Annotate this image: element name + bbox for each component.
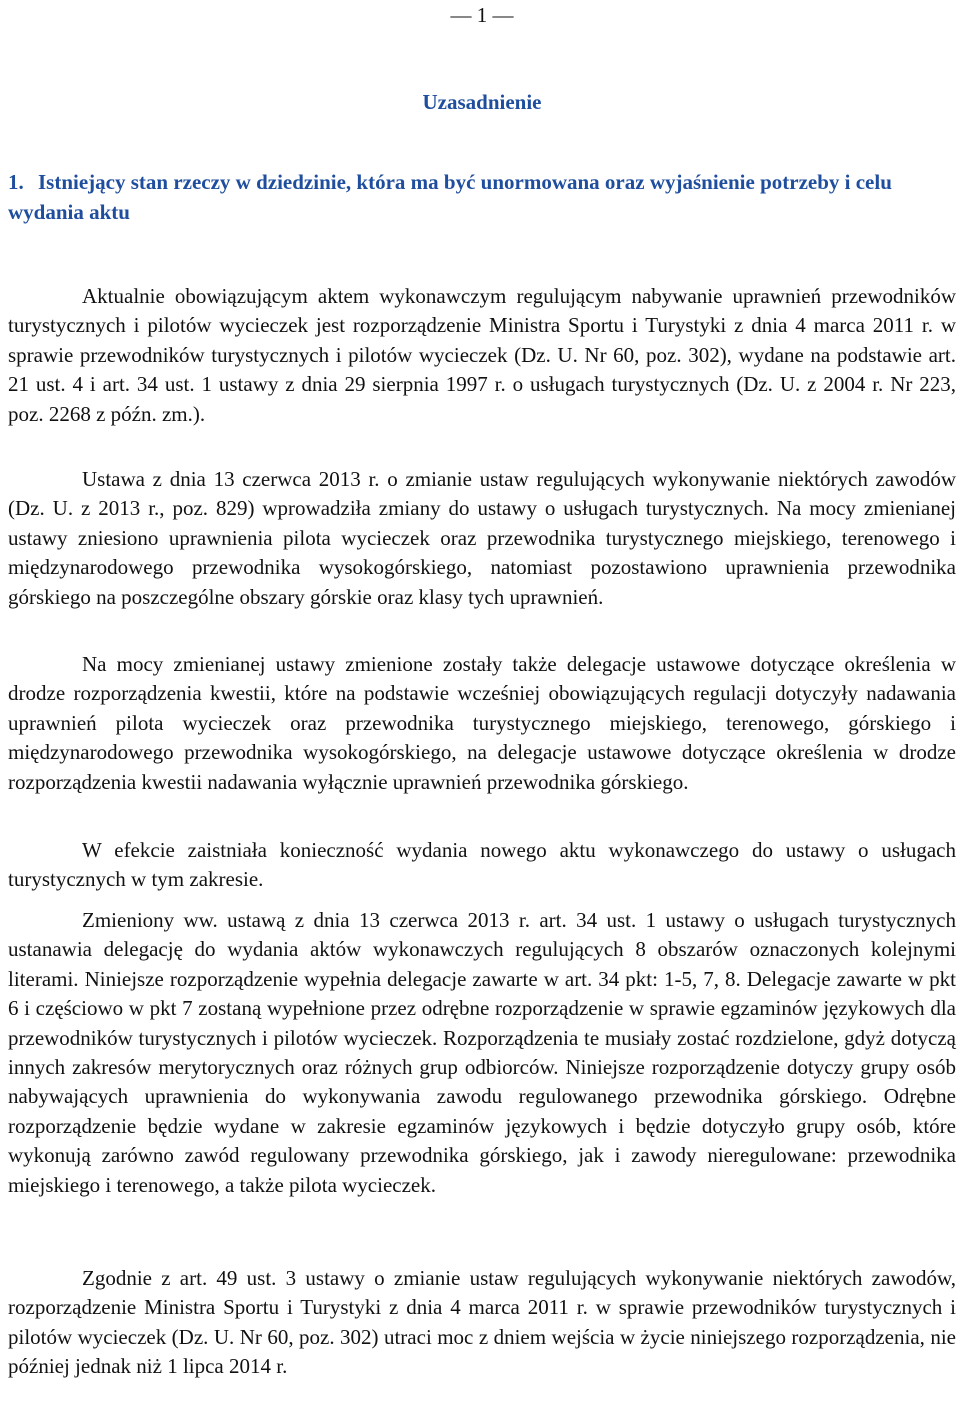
paragraph-repeal-date: Zgodnie z art. 49 ust. 3 ustawy o zmianie ustaw regulujących wykonywanie niektórych zawodów, rozporządzenie Ministra Sportu i Turystyki z dnia 4 marca 2011 r. w sprawie przewodników turystycznych i pilotów wycieczek (Dz. U. Nr 60, poz. 302) utraci moc z dniem wejścia w życie niniejszego rozporządzenia, nie później jednak niż 1 lipca 2014 r. <box>8 1266 956 1379</box>
paragraph-law-amendment: Ustawa z dnia 13 czerwca 2013 r. o zmianie ustaw regulujących wykonywanie niektórych zawodów (Dz. U. z 2013 r., poz. 829) wprowadziła zmiany do ustawy o usługach turystycznych. Na mocy zmienianej ustawy zniesiono uprawnienia pilota wycieczek oraz przewodnika turystycznego miejskiego, terenowego i międzynarodowego przewodnika wysokogórskiego, natomiast pozostawiono uprawnienia przewodnika górskiego na poszczególne obszary górskie oraz klasy tych uprawnień. <box>8 467 956 609</box>
section-title <box>8 167 956 227</box>
paragraph-need-new-act: W efekcie zaistniała konieczność wydania nowego aktu wykonawczego do ustawy o usługach turystycznych w tym zakresie. <box>8 838 956 892</box>
page-number: — 1 — <box>450 3 514 27</box>
section-number: 1. <box>8 170 24 194</box>
paragraph-scope-of-delegation: Zmieniony ww. ustawą z dnia 13 czerwca 2013 r. art. 34 ust. 1 ustawy o usługach turystycznych ustanawia delegację do wydania aktów wykonawczych regulujących 8 obszarów oznaczonych kolejnymi literami. Niniejsze rozporządzenie wypełnia delegacje zawarte w art. 34 pkt: 1-5, 7, 8. Delegacje zawarte w pkt 6 i częściowo w pkt 7 zostaną wypełnione przez odrębne rozporządzenie w sprawie egzaminów językowych dla przewodników turystycznych i pilotów wycieczek. Rozporządzenia te musiały zostać rozdzielone, gdyż dotyczą innych zakresów merytorycznych oraz różnych grup odbiorców. Niniejsze rozporządzenie dotyczy grupy osób nabywających uprawnienia do wykonywania zawodu regulowanego przewodnika górskiego. Odrębne rozporządzenie będzie wydane w zakresie egzaminów językowych i będzie dotyczyło grupy osób, które wykonują zarówno zawód regulowany przewodnika górskiego, jak i zawody nieregulowane: przewodnika miejskiego i terenowego, a także pilota wycieczek. <box>8 908 956 1197</box>
document-heading: Uzasadnienie <box>422 90 542 114</box>
paragraph-delegations-changed: Na mocy zmienianej ustawy zmienione zostały także delegacje ustawowe dotyczące określenia w drodze rozporządzenia kwestii, które na podstawie wcześniej obowiązujących regulacji dotyczyły nadawania uprawnień pilota wycieczek oraz przewodnika turystycznego miejskiego, terenowego, górskiego i międzynarodowego przewodnika wysokogórskiego, na delegacje ustawowe dotyczące określenia w drodze rozporządzenia kwestii nadawania wyłącznie uprawnień przewodnika górskiego. <box>8 652 956 794</box>
section-title-text: Istniejący stan rzeczy w dziedzinie, która ma być unormowana oraz wyjaśnienie potrzeby i celu wydania aktu <box>8 170 892 224</box>
paragraph-current-regulation: Aktualnie obowiązującym aktem wykonawczym regulującym nabywanie uprawnień przewodników turystycznych i pilotów wycieczek jest rozporządzenie Ministra Sportu i Turystyki z dnia 4 marca 2011 r. w sprawie przewodników turystycznych i pilotów wycieczek (Dz. U. Nr 60, poz. 302), wydane na podstawie art. 21 ust. 4 i art. 34 ust. 1 ustawy z dnia 29 sierpnia 1997 r. o usługach turystycznych (Dz. U. z 2004 r. Nr 223, poz. 2268 z późn. zm.). <box>8 284 956 426</box>
